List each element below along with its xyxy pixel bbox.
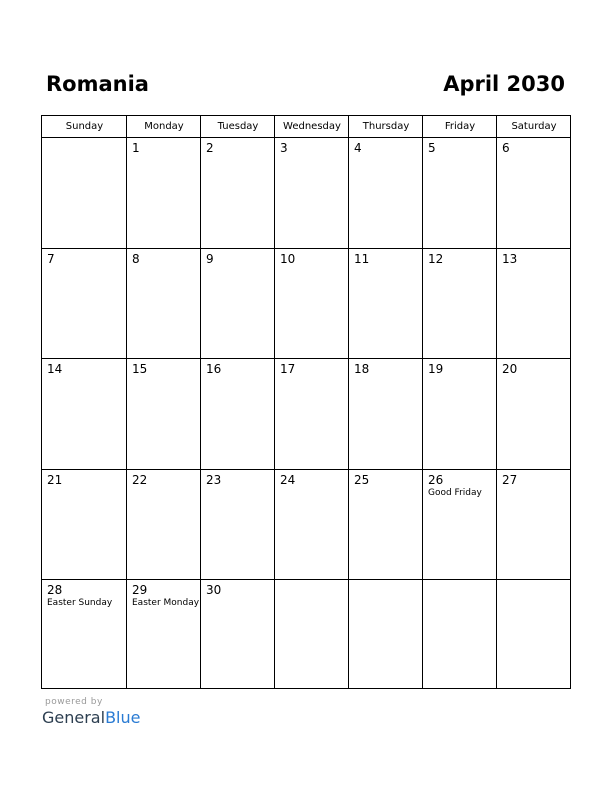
- day-cell: [42, 249, 126, 359]
- day-number: 21: [47, 473, 63, 487]
- holiday-label: Easter Monday: [132, 598, 200, 608]
- day-cell: [497, 138, 570, 248]
- weekday-monday: Monday: [144, 121, 184, 132]
- day-cell: [201, 580, 274, 690]
- holiday-label: Good Friday: [428, 488, 482, 498]
- day-number: 30: [206, 583, 222, 597]
- day-number: 10: [280, 252, 296, 266]
- day-cell: [497, 249, 570, 359]
- country-title: Romania: [46, 72, 149, 96]
- day-cell: [201, 359, 274, 469]
- day-cell: [127, 580, 200, 690]
- day-cell: [42, 470, 126, 580]
- day-number: 24: [280, 473, 296, 487]
- day-cell: [201, 249, 274, 359]
- day-number: 27: [502, 473, 518, 487]
- day-cell: [349, 359, 422, 469]
- powered-by-label: powered by: [45, 697, 103, 707]
- day-cell: [423, 580, 496, 690]
- day-number: 9: [206, 252, 214, 266]
- day-number: 20: [502, 362, 518, 376]
- day-cell: [275, 249, 348, 359]
- day-number: 14: [47, 362, 63, 376]
- day-cell: [275, 470, 348, 580]
- day-number: 15: [132, 362, 148, 376]
- day-cell: [42, 580, 126, 690]
- day-number: 13: [502, 252, 518, 266]
- generalblue-logo[interactable]: [42, 708, 140, 728]
- day-cell: [42, 359, 126, 469]
- brand-general-text: General: [42, 708, 106, 727]
- day-number: 1: [132, 141, 140, 155]
- day-number: 4: [354, 141, 362, 155]
- day-cell: [127, 138, 200, 248]
- day-number: 18: [354, 362, 370, 376]
- day-number: 19: [428, 362, 444, 376]
- day-cell: [127, 249, 200, 359]
- weekday-friday: Friday: [444, 121, 476, 132]
- day-number: 26: [428, 473, 444, 487]
- calendar-grid: [41, 115, 571, 689]
- day-number: 22: [132, 473, 148, 487]
- brand-blue-text: Blue: [105, 708, 141, 727]
- day-cell: [275, 359, 348, 469]
- day-number: 25: [354, 473, 370, 487]
- holiday-label: Easter Sunday: [47, 598, 113, 608]
- day-number: 6: [502, 141, 510, 155]
- day-number: 28: [47, 583, 63, 597]
- day-cell: [349, 580, 422, 690]
- weekday-sunday: Sunday: [65, 121, 104, 132]
- day-cell: [497, 580, 570, 690]
- day-cell: [423, 359, 496, 469]
- day-cell: [423, 138, 496, 248]
- day-cell: [127, 470, 200, 580]
- day-cell: [349, 470, 422, 580]
- day-number: 29: [132, 583, 148, 597]
- day-cell: [423, 470, 496, 580]
- day-cell: [42, 138, 126, 248]
- weekday-thursday: Thursday: [362, 121, 410, 132]
- day-cell: [201, 470, 274, 580]
- day-number: 11: [354, 252, 370, 266]
- day-cell: [275, 138, 348, 248]
- day-number: 2: [206, 141, 214, 155]
- day-cell: [497, 359, 570, 469]
- day-cell: [275, 580, 348, 690]
- day-cell: [201, 138, 274, 248]
- day-cell: [127, 359, 200, 469]
- weekday-header-row: [42, 116, 570, 138]
- day-cell: [349, 138, 422, 248]
- month-year-title: April 2030: [443, 72, 565, 96]
- day-cell: [497, 470, 570, 580]
- day-number: 17: [280, 362, 296, 376]
- day-number: 12: [428, 252, 444, 266]
- day-number: 16: [206, 362, 222, 376]
- day-number: 23: [206, 473, 222, 487]
- day-number: 5: [428, 141, 436, 155]
- weekday-wednesday: Wednesday: [283, 121, 341, 132]
- day-cell: [423, 249, 496, 359]
- weekday-saturday: Saturday: [511, 121, 557, 132]
- day-number: 3: [280, 141, 288, 155]
- weekday-tuesday: Tuesday: [217, 121, 259, 132]
- day-number: 7: [47, 252, 55, 266]
- day-number: 8: [132, 252, 140, 266]
- day-cell: [349, 249, 422, 359]
